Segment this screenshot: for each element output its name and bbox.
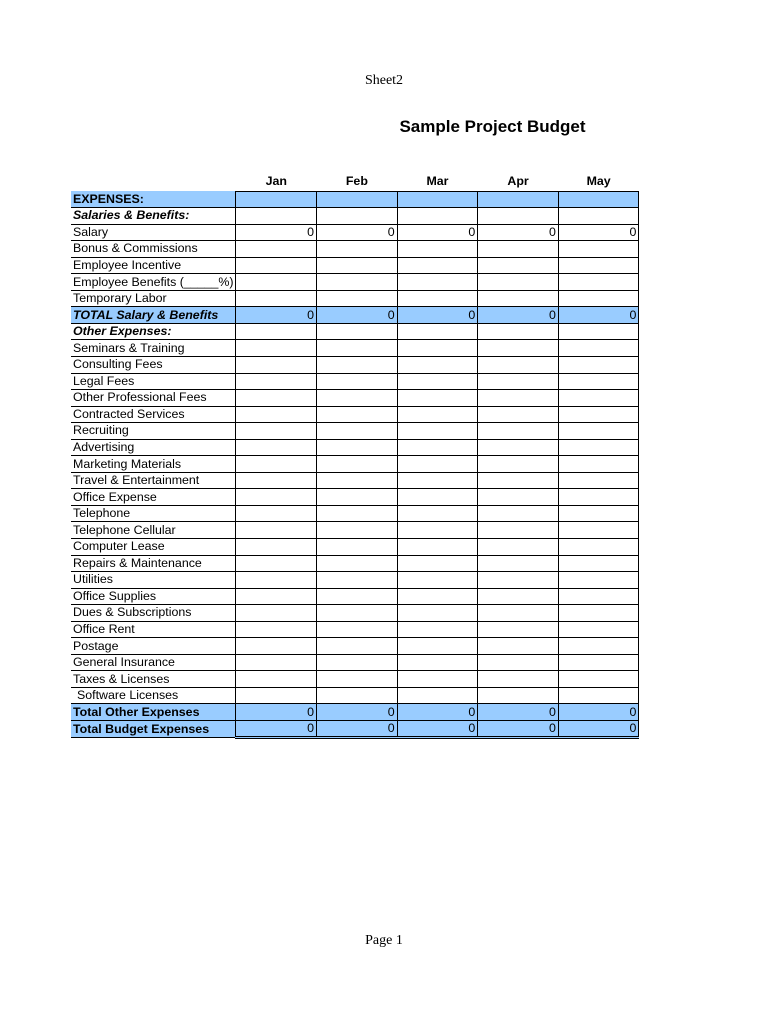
row-label: EXPENSES: [71, 191, 236, 208]
cell-may[interactable] [558, 687, 639, 704]
cell-feb[interactable] [317, 538, 398, 555]
cell-may[interactable] [558, 340, 639, 357]
cell-apr[interactable] [478, 208, 559, 225]
cell-feb[interactable]: 0 [317, 307, 398, 324]
cell-may[interactable] [558, 522, 639, 539]
header-spacer [71, 172, 236, 191]
cell-feb[interactable] [317, 671, 398, 688]
row-label: Office Supplies [71, 588, 236, 605]
cell-mar[interactable] [397, 323, 478, 340]
cell-jan[interactable] [236, 257, 317, 274]
cell-mar[interactable] [397, 274, 478, 291]
page-title: Sample Project Budget [399, 117, 586, 136]
budget-row [71, 208, 639, 225]
budget-row [71, 241, 639, 258]
cell-mar[interactable] [397, 687, 478, 704]
cell-may[interactable] [558, 572, 639, 589]
cell-mar[interactable] [397, 340, 478, 357]
budget-row [71, 340, 639, 357]
cell-may[interactable]: 0 [558, 224, 639, 241]
cell-feb[interactable] [317, 588, 398, 605]
budget-row [71, 671, 639, 688]
cell-mar[interactable] [397, 555, 478, 572]
row-label: Bonus & Commissions [71, 241, 236, 258]
cell-mar[interactable] [397, 472, 478, 489]
cell-apr[interactable] [478, 390, 559, 407]
cell-jan[interactable] [236, 340, 317, 357]
cell-jan[interactable] [236, 621, 317, 638]
row-label: Temporary Labor [71, 290, 236, 307]
cell-jan[interactable]: 0 [236, 307, 317, 324]
cell-jan[interactable] [236, 373, 317, 390]
cell-may[interactable] [558, 638, 639, 655]
row-label: Contracted Services [71, 406, 236, 423]
page-header: Sheet2 [364, 73, 404, 88]
budget-row [71, 373, 639, 390]
budget-row [71, 307, 639, 324]
cell-mar[interactable]: 0 [397, 307, 478, 324]
cell-mar[interactable] [397, 423, 478, 440]
cell-mar[interactable]: 0 [397, 704, 478, 721]
cell-jan[interactable]: 0 [236, 224, 317, 241]
cell-apr[interactable] [478, 257, 559, 274]
cell-jan[interactable] [236, 489, 317, 506]
budget-row [71, 439, 639, 456]
cell-feb[interactable] [317, 257, 398, 274]
budget-row [71, 489, 639, 506]
row-label: Telephone Cellular [71, 522, 236, 539]
cell-apr[interactable] [478, 191, 559, 208]
cell-mar[interactable] [397, 373, 478, 390]
budget-row [71, 390, 639, 407]
cell-mar[interactable] [397, 290, 478, 307]
cell-apr[interactable] [478, 621, 559, 638]
row-label: Repairs & Maintenance [71, 555, 236, 572]
cell-jan[interactable] [236, 588, 317, 605]
cell-mar[interactable] [397, 538, 478, 555]
budget-row [71, 224, 639, 241]
cell-jan[interactable]: 0 [236, 721, 317, 738]
budget-row [71, 356, 639, 373]
cell-may[interactable] [558, 472, 639, 489]
cell-mar[interactable]: 0 [397, 224, 478, 241]
cell-may[interactable] [558, 390, 639, 407]
cell-mar[interactable] [397, 208, 478, 225]
cell-may[interactable] [558, 406, 639, 423]
cell-feb[interactable] [317, 406, 398, 423]
budget-row [71, 257, 639, 274]
cell-jan[interactable] [236, 390, 317, 407]
month-header: May [586, 173, 611, 188]
row-label: Postage [71, 638, 236, 655]
cell-may[interactable] [558, 323, 639, 340]
budget-row [71, 704, 639, 721]
cell-jan[interactable] [236, 208, 317, 225]
cell-apr[interactable] [478, 340, 559, 357]
budget-row [71, 555, 639, 572]
cell-feb[interactable] [317, 638, 398, 655]
cell-feb[interactable] [317, 439, 398, 456]
row-label: Advertising [71, 439, 236, 456]
cell-feb[interactable] [317, 654, 398, 671]
cell-may[interactable] [558, 505, 639, 522]
cell-feb[interactable] [317, 423, 398, 440]
cell-may[interactable] [558, 489, 639, 506]
budget-row [71, 323, 639, 340]
cell-jan[interactable] [236, 323, 317, 340]
cell-feb[interactable] [317, 472, 398, 489]
cell-apr[interactable] [478, 605, 559, 622]
cell-feb[interactable]: 0 [317, 721, 398, 738]
cell-feb[interactable] [317, 241, 398, 258]
budget-table [71, 172, 639, 739]
cell-may[interactable] [558, 208, 639, 225]
budget-row [71, 572, 639, 589]
cell-apr[interactable] [478, 588, 559, 605]
cell-jan[interactable] [236, 605, 317, 622]
cell-apr[interactable]: 0 [478, 721, 559, 738]
cell-may[interactable] [558, 538, 639, 555]
cell-apr[interactable] [478, 638, 559, 655]
cell-feb[interactable] [317, 505, 398, 522]
row-label: Office Expense [71, 489, 236, 506]
cell-jan[interactable] [236, 456, 317, 473]
cell-may[interactable] [558, 621, 639, 638]
cell-jan[interactable] [236, 555, 317, 572]
budget-row [71, 605, 639, 622]
row-label: Seminars & Training [71, 340, 236, 357]
cell-mar[interactable] [397, 505, 478, 522]
cell-apr[interactable] [478, 472, 559, 489]
cell-feb[interactable] [317, 572, 398, 589]
budget-row [71, 522, 639, 539]
cell-apr[interactable] [478, 373, 559, 390]
cell-feb[interactable] [317, 390, 398, 407]
cell-may[interactable]: 0 [558, 721, 639, 738]
row-label: Consulting Fees [71, 356, 236, 373]
cell-apr[interactable] [478, 356, 559, 373]
cell-feb[interactable] [317, 340, 398, 357]
cell-may[interactable] [558, 373, 639, 390]
cell-jan[interactable] [236, 654, 317, 671]
cell-feb[interactable] [317, 621, 398, 638]
budget-row [71, 638, 639, 655]
cell-feb[interactable] [317, 191, 398, 208]
cell-mar[interactable] [397, 671, 478, 688]
cell-apr[interactable] [478, 538, 559, 555]
row-label: Taxes & Licenses [71, 671, 236, 688]
budget-row [71, 721, 639, 738]
cell-feb[interactable] [317, 274, 398, 291]
cell-may[interactable] [558, 241, 639, 258]
cell-may[interactable] [558, 456, 639, 473]
row-label: Other Professional Fees [71, 390, 236, 407]
cell-feb[interactable] [317, 290, 398, 307]
row-label: General Insurance [71, 654, 236, 671]
row-label: TOTAL Salary & Benefits [71, 307, 236, 324]
cell-apr[interactable] [478, 555, 559, 572]
cell-mar[interactable] [397, 654, 478, 671]
cell-may[interactable] [558, 671, 639, 688]
cell-mar[interactable] [397, 456, 478, 473]
cell-jan[interactable] [236, 406, 317, 423]
row-label: Salaries & Benefits: [71, 208, 236, 225]
cell-may[interactable] [558, 191, 639, 208]
cell-mar[interactable] [397, 522, 478, 539]
budget-row [71, 406, 639, 423]
cell-mar[interactable] [397, 390, 478, 407]
cell-mar[interactable] [397, 605, 478, 622]
row-label: Legal Fees [71, 373, 236, 390]
cell-apr[interactable]: 0 [478, 224, 559, 241]
cell-mar[interactable] [397, 638, 478, 655]
cell-feb[interactable] [317, 687, 398, 704]
month-header: Jan [265, 173, 287, 188]
cell-apr[interactable] [478, 671, 559, 688]
budget-row [71, 191, 639, 208]
cell-apr[interactable] [478, 522, 559, 539]
cell-may[interactable]: 0 [558, 307, 639, 324]
cell-jan[interactable]: 0 [236, 704, 317, 721]
cell-feb[interactable] [317, 522, 398, 539]
cell-feb[interactable]: 0 [317, 224, 398, 241]
row-label: Travel & Entertainment [71, 472, 236, 489]
cell-apr[interactable] [478, 423, 559, 440]
cell-jan[interactable] [236, 472, 317, 489]
cell-apr[interactable]: 0 [478, 307, 559, 324]
cell-apr[interactable] [478, 241, 559, 258]
budget-row [71, 456, 639, 473]
cell-feb[interactable]: 0 [317, 704, 398, 721]
cell-apr[interactable] [478, 572, 559, 589]
cell-jan[interactable] [236, 687, 317, 704]
row-label: Total Other Expenses [71, 704, 236, 721]
row-label: Dues & Subscriptions [71, 605, 236, 622]
cell-mar[interactable] [397, 356, 478, 373]
cell-feb[interactable] [317, 489, 398, 506]
cell-apr[interactable] [478, 654, 559, 671]
cell-may[interactable] [558, 356, 639, 373]
cell-mar[interactable] [397, 621, 478, 638]
cell-may[interactable]: 0 [558, 704, 639, 721]
cell-jan[interactable] [236, 356, 317, 373]
cell-mar[interactable]: 0 [397, 721, 478, 738]
cell-apr[interactable]: 0 [478, 704, 559, 721]
row-label: Utilities [71, 572, 236, 589]
budget-row [71, 654, 639, 671]
cell-apr[interactable] [478, 290, 559, 307]
cell-mar[interactable] [397, 489, 478, 506]
cell-jan[interactable] [236, 638, 317, 655]
budget-row [71, 274, 639, 291]
budget-row [71, 687, 639, 704]
row-label: Other Expenses: [71, 323, 236, 340]
cell-feb[interactable] [317, 605, 398, 622]
cell-jan[interactable] [236, 505, 317, 522]
row-label: Salary [71, 224, 236, 241]
cell-jan[interactable] [236, 423, 317, 440]
cell-feb[interactable] [317, 356, 398, 373]
row-label: Software Licenses [71, 687, 236, 704]
cell-may[interactable] [558, 290, 639, 307]
cell-jan[interactable] [236, 191, 317, 208]
cell-apr[interactable] [478, 274, 559, 291]
cell-feb[interactable] [317, 323, 398, 340]
cell-jan[interactable] [236, 671, 317, 688]
cell-jan[interactable] [236, 290, 317, 307]
cell-feb[interactable] [317, 456, 398, 473]
cell-may[interactable] [558, 605, 639, 622]
cell-jan[interactable] [236, 274, 317, 291]
cell-jan[interactable] [236, 572, 317, 589]
cell-mar[interactable] [397, 257, 478, 274]
month-header: Feb [345, 173, 368, 188]
cell-mar[interactable] [397, 439, 478, 456]
budget-row [71, 423, 639, 440]
cell-mar[interactable] [397, 191, 478, 208]
cell-apr[interactable] [478, 439, 559, 456]
row-label: Employee Incentive [71, 257, 236, 274]
budget-row [71, 538, 639, 555]
budget-row [71, 472, 639, 489]
budget-row [71, 290, 639, 307]
cell-jan[interactable] [236, 439, 317, 456]
cell-apr[interactable] [478, 406, 559, 423]
cell-may[interactable] [558, 588, 639, 605]
cell-apr[interactable] [478, 505, 559, 522]
cell-apr[interactable] [478, 489, 559, 506]
row-label: Computer Lease [71, 538, 236, 555]
month-header: Mar [426, 173, 449, 188]
cell-may[interactable] [558, 654, 639, 671]
cell-feb[interactable] [317, 555, 398, 572]
cell-apr[interactable] [478, 456, 559, 473]
cell-feb[interactable] [317, 373, 398, 390]
cell-may[interactable] [558, 439, 639, 456]
month-header-row [71, 172, 639, 191]
cell-may[interactable] [558, 274, 639, 291]
month-header: Apr [507, 173, 529, 188]
cell-apr[interactable] [478, 687, 559, 704]
cell-apr[interactable] [478, 323, 559, 340]
budget-row [71, 588, 639, 605]
cell-mar[interactable] [397, 588, 478, 605]
row-label: Total Budget Expenses [71, 721, 236, 738]
cell-jan[interactable] [236, 241, 317, 258]
cell-may[interactable] [558, 257, 639, 274]
row-label: Marketing Materials [71, 456, 236, 473]
cell-mar[interactable] [397, 241, 478, 258]
cell-may[interactable] [558, 423, 639, 440]
cell-mar[interactable] [397, 572, 478, 589]
budget-row [71, 621, 639, 638]
cell-feb[interactable] [317, 208, 398, 225]
cell-jan[interactable] [236, 538, 317, 555]
row-label: Recruiting [71, 423, 236, 440]
cell-jan[interactable] [236, 522, 317, 539]
cell-may[interactable] [558, 555, 639, 572]
page-footer: Page 1 [365, 933, 403, 948]
cell-mar[interactable] [397, 406, 478, 423]
row-label: Employee Benefits (_____%) [71, 274, 236, 291]
row-label: Telephone [71, 505, 236, 522]
budget-row [71, 505, 639, 522]
row-label: Office Rent [71, 621, 236, 638]
